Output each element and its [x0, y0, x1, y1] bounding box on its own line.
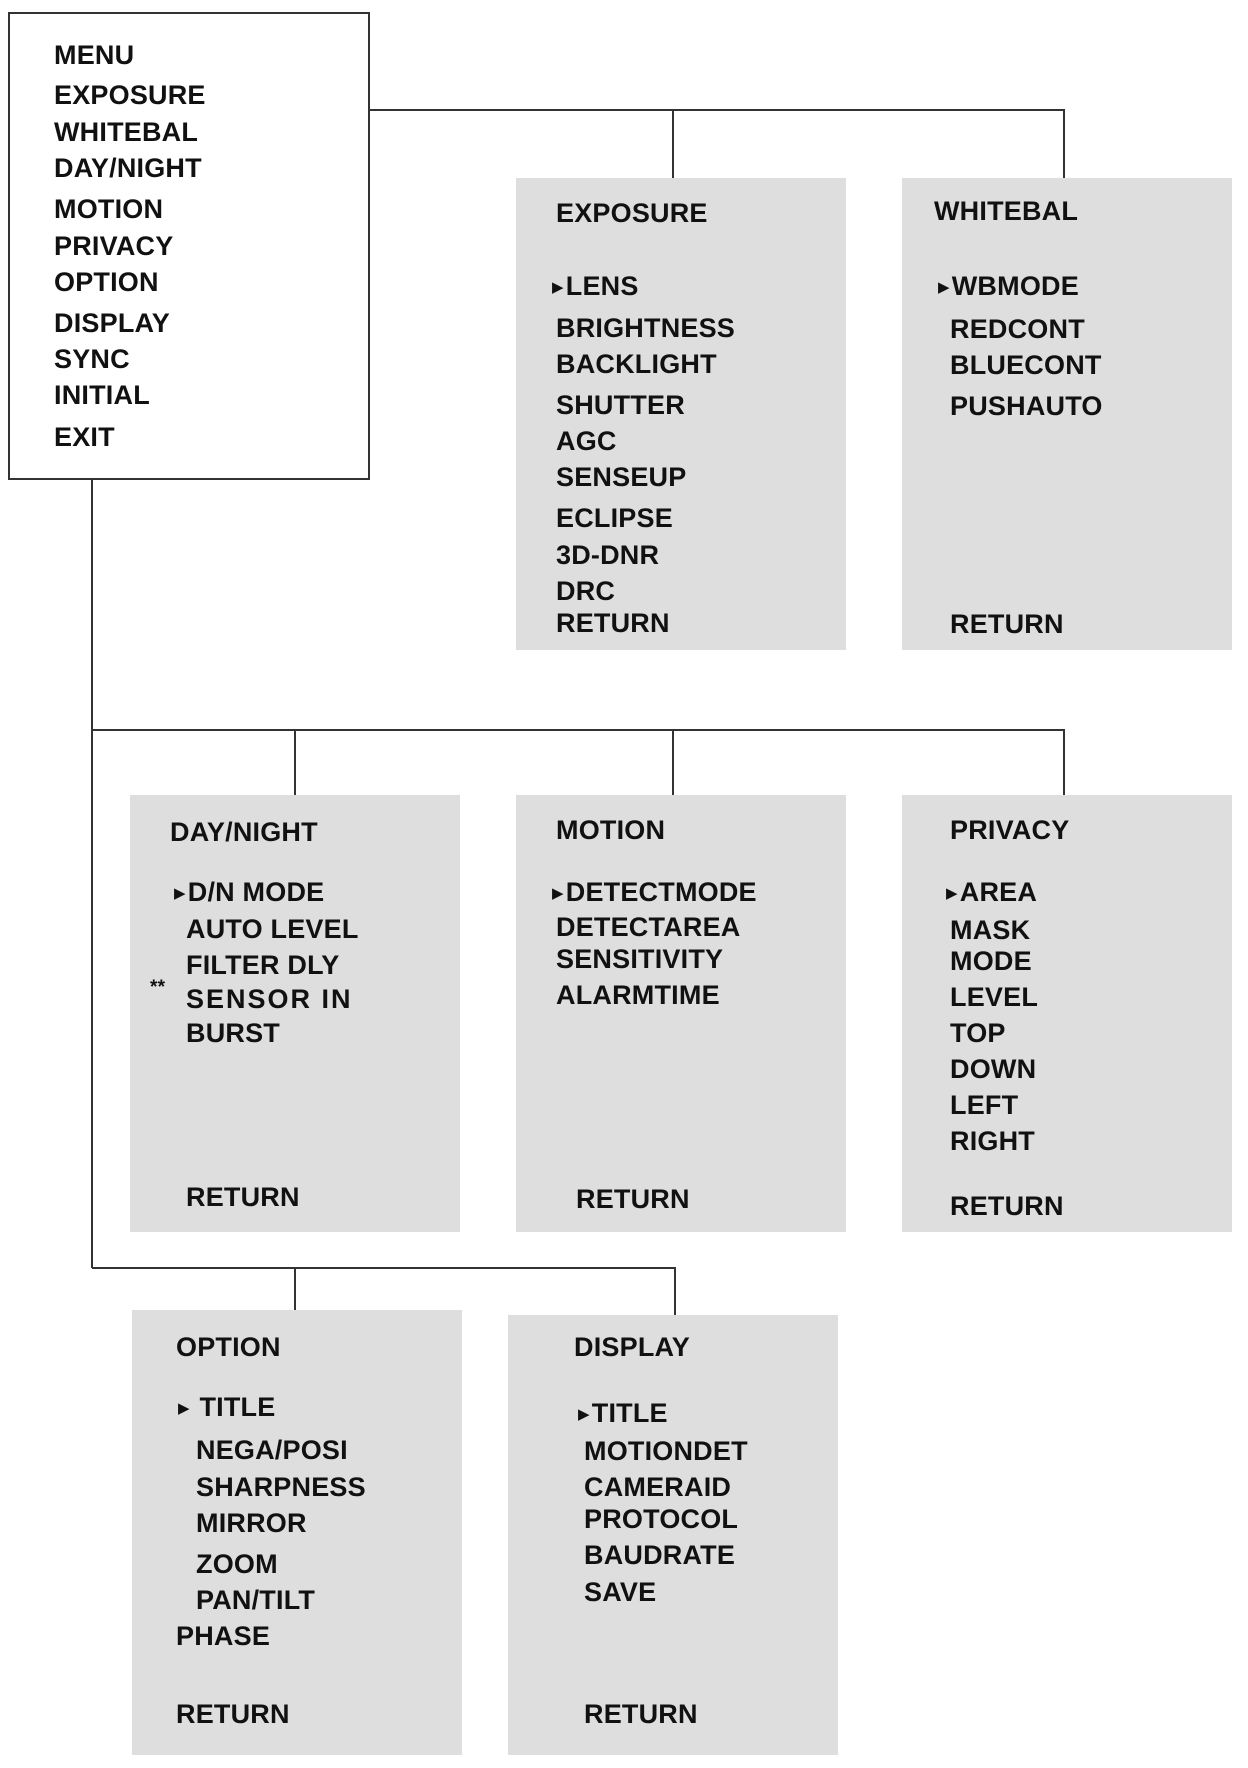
exposure-item-agc[interactable]: AGC — [556, 426, 617, 456]
option-item-nega-posi[interactable]: NEGA/POSI — [196, 1435, 348, 1465]
privacy-item-mask[interactable]: MASK — [950, 915, 1031, 945]
privacy-item-level[interactable]: LEVEL — [950, 982, 1039, 1012]
cursor-arrow-icon: ▶ — [938, 279, 950, 296]
option-title: OPTION — [176, 1332, 281, 1362]
privacy-title: PRIVACY — [950, 815, 1070, 845]
cursor-arrow-icon: ▶ — [552, 279, 564, 296]
daynight-title: DAY/NIGHT — [170, 817, 318, 847]
main-menu-item-motion[interactable]: MOTION — [54, 194, 164, 224]
main-menu-item-option[interactable]: OPTION — [54, 267, 159, 297]
whitebal-item-wbmode[interactable] — [938, 273, 1079, 300]
motion-panel — [516, 795, 846, 1232]
exposure-item-lens[interactable] — [552, 273, 639, 300]
option-item-sharpness[interactable]: SHARPNESS — [196, 1472, 366, 1502]
exposure-item-shutter[interactable]: SHUTTER — [556, 390, 685, 420]
display-item-cameraid[interactable]: CAMERAID — [584, 1472, 732, 1502]
motion-title: MOTION — [556, 815, 666, 845]
exposure-item-senseup[interactable]: SENSEUP — [556, 462, 687, 492]
exposure-item-backlight[interactable]: BACKLIGHT — [556, 349, 717, 379]
motion-item-sensitivity[interactable]: SENSITIVITY — [556, 944, 724, 974]
privacy-panel — [902, 795, 1232, 1232]
cursor-arrow-icon: ▶ — [946, 885, 958, 902]
daynight-item-filter-dly[interactable]: FILTER DLY — [186, 950, 340, 980]
option-item-zoom[interactable]: ZOOM — [196, 1549, 278, 1579]
motion-item-alarmtime[interactable]: ALARMTIME — [556, 980, 720, 1010]
option-item-title[interactable] — [178, 1394, 275, 1421]
daynight-panel — [130, 795, 460, 1232]
daynight-item-dn-mode[interactable] — [174, 879, 324, 906]
cursor-arrow-icon: ▶ — [578, 1406, 590, 1423]
exposure-item-drc[interactable]: DRC — [556, 576, 616, 606]
display-title: DISPLAY — [574, 1332, 690, 1362]
privacy-item-down[interactable]: DOWN — [950, 1054, 1037, 1084]
daynight-return[interactable]: RETURN — [186, 1182, 300, 1212]
main-menu-item-whitebal[interactable]: WHITEBAL — [54, 117, 199, 147]
motion-item-detectarea[interactable]: DETECTAREA — [556, 912, 741, 942]
main-menu-box — [8, 12, 370, 480]
main-menu-item-initial[interactable]: INITIAL — [54, 380, 150, 410]
whitebal-item-bluecont[interactable]: BLUECONT — [950, 350, 1102, 380]
whitebal-return[interactable]: RETURN — [950, 609, 1064, 639]
whitebal-item-wbmode-label: WBMODE — [951, 271, 1079, 301]
main-menu-item-exit[interactable]: EXIT — [54, 422, 115, 452]
privacy-item-area-label: AREA — [959, 877, 1038, 907]
main-menu-title: MENU — [54, 40, 135, 70]
display-item-baudrate[interactable]: BAUDRATE — [584, 1540, 736, 1570]
main-menu-item-privacy[interactable]: PRIVACY — [54, 231, 174, 261]
motion-return[interactable]: RETURN — [576, 1184, 690, 1214]
motion-item-detectmode[interactable] — [552, 879, 757, 906]
daynight-item-auto-level[interactable]: AUTO LEVEL — [186, 914, 359, 944]
exposure-return[interactable]: RETURN — [556, 608, 670, 638]
daynight-item-burst[interactable]: BURST — [186, 1018, 280, 1048]
display-item-motiondet[interactable]: MOTIONDET — [584, 1436, 748, 1466]
privacy-item-left[interactable]: LEFT — [950, 1090, 1019, 1120]
privacy-item-top[interactable]: TOP — [950, 1018, 1006, 1048]
exposure-item-3d-dnr[interactable]: 3D-DNR — [556, 540, 660, 570]
privacy-item-area[interactable] — [946, 879, 1037, 906]
display-return[interactable]: RETURN — [584, 1699, 698, 1729]
exposure-title: EXPOSURE — [556, 198, 708, 228]
display-item-title[interactable] — [578, 1400, 668, 1427]
main-menu-item-display[interactable]: DISPLAY — [54, 308, 170, 338]
whitebal-item-redcont[interactable]: REDCONT — [950, 314, 1085, 344]
privacy-item-mode[interactable]: MODE — [950, 946, 1032, 976]
option-item-phase[interactable]: PHASE — [176, 1621, 271, 1651]
option-return[interactable]: RETURN — [176, 1699, 290, 1729]
exposure-item-lens-label: LENS — [565, 271, 639, 301]
motion-item-detectmode-label: DETECTMODE — [565, 877, 757, 907]
whitebal-item-pushauto[interactable]: PUSHAUTO — [950, 391, 1103, 421]
exposure-item-brightness[interactable]: BRIGHTNESS — [556, 313, 736, 343]
option-panel — [132, 1310, 462, 1755]
main-menu-item-exposure[interactable]: EXPOSURE — [54, 80, 206, 110]
privacy-item-right[interactable]: RIGHT — [950, 1126, 1035, 1156]
main-menu-item-daynight[interactable]: DAY/NIGHT — [54, 153, 202, 183]
whitebal-title: WHITEBAL — [934, 196, 1079, 226]
option-item-title-label: TITLE — [199, 1392, 276, 1422]
cursor-arrow-icon: ▶ — [552, 885, 564, 902]
display-panel — [508, 1315, 838, 1755]
main-menu-item-sync[interactable]: SYNC — [54, 344, 130, 374]
privacy-return[interactable]: RETURN — [950, 1191, 1064, 1221]
display-item-protocol[interactable]: PROTOCOL — [584, 1504, 739, 1534]
option-item-pan-tilt[interactable]: PAN/TILT — [196, 1585, 316, 1615]
cursor-arrow-icon: ▶ — [174, 885, 186, 902]
exposure-panel — [516, 178, 846, 650]
display-item-save[interactable]: SAVE — [584, 1577, 657, 1607]
daynight-note-mark: ** — [150, 977, 166, 998]
daynight-item-dn-mode-label: D/N MODE — [187, 877, 325, 907]
cursor-arrow-icon: ▶ — [178, 1400, 190, 1417]
whitebal-panel — [902, 178, 1232, 650]
option-item-mirror[interactable]: MIRROR — [196, 1508, 307, 1538]
daynight-item-sensor-in[interactable]: SENSOR IN — [186, 984, 353, 1014]
exposure-item-eclipse[interactable]: ECLIPSE — [556, 503, 673, 533]
display-item-title-label: TITLE — [591, 1398, 668, 1428]
